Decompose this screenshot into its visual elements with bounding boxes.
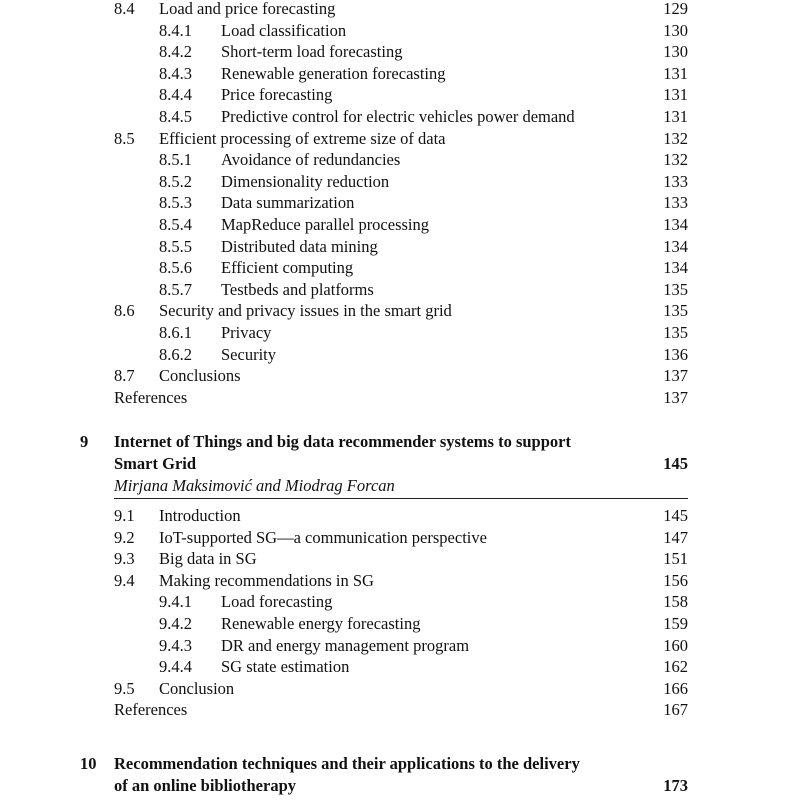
- page-number: 145: [663, 453, 688, 473]
- section-title: Conclusion: [159, 678, 235, 698]
- toc-entry[interactable]: [0, 63, 800, 85]
- toc-entry[interactable]: [0, 192, 800, 214]
- section-number: 8.5.5: [159, 236, 192, 256]
- section-title: Security: [221, 344, 276, 364]
- section-number: 9.5: [114, 678, 135, 698]
- toc-entry[interactable]: [0, 279, 800, 301]
- section-number: 8.6.2: [159, 344, 192, 364]
- chapter-10-heading-line1[interactable]: [0, 753, 800, 775]
- section-number: 8.4.3: [159, 63, 192, 83]
- chapter-9-heading-line2[interactable]: [0, 453, 800, 475]
- page-number: 166: [663, 678, 688, 698]
- toc-entry[interactable]: [0, 257, 800, 279]
- section-number: 8.4: [114, 0, 135, 18]
- section-title: References: [114, 387, 188, 407]
- toc-entry[interactable]: [0, 678, 800, 700]
- section-title: Testbeds and platforms: [221, 279, 374, 299]
- section-title: IoT-supported SG—a communication perspective: [159, 527, 487, 547]
- toc-entry[interactable]: [0, 236, 800, 258]
- section-number: 8.7: [114, 366, 135, 386]
- page-number: 130: [663, 42, 688, 62]
- page-number: 136: [663, 344, 688, 364]
- section-number: 8.5.4: [159, 215, 192, 234]
- section-title: Load classification: [221, 20, 347, 40]
- page-number: 160: [663, 635, 688, 655]
- toc-entry[interactable]: [0, 387, 800, 409]
- section-number: 8.5.6: [159, 258, 192, 278]
- toc-entry[interactable]: [0, 128, 800, 150]
- section-title: Price forecasting: [221, 85, 333, 105]
- author-names: Mirjana Maksimović and Miodrag Forcan: [114, 475, 395, 495]
- section-number: 8.4.2: [159, 42, 192, 62]
- section-number: 8.5.3: [159, 193, 192, 213]
- section-number: 9.3: [114, 549, 135, 569]
- page-number: 159: [663, 614, 688, 633]
- section-title: Introduction: [159, 506, 241, 525]
- section-title: Efficient processing of extreme size of data: [159, 128, 446, 148]
- page-number: 134: [663, 236, 688, 256]
- toc-entry[interactable]: [0, 171, 800, 193]
- toc-entry[interactable]: [0, 149, 800, 171]
- chapter-number: 10: [80, 754, 97, 773]
- section-title: Short-term load forecasting: [221, 42, 403, 62]
- section-title: SG state estimation: [221, 657, 350, 677]
- page-number: 167: [663, 700, 688, 720]
- page-number: 158: [663, 592, 688, 612]
- toc-entry[interactable]: [0, 570, 800, 592]
- toc-entry[interactable]: [0, 214, 800, 236]
- page-number: 137: [663, 366, 688, 386]
- section-title: Renewable energy forecasting: [221, 614, 421, 633]
- section-number: 8.5: [114, 128, 135, 148]
- section-title: Privacy: [221, 323, 272, 342]
- page-number: 147: [663, 527, 688, 547]
- section-title: References: [114, 700, 188, 720]
- page-number: 134: [663, 215, 688, 234]
- section-title: MapReduce parallel processing: [221, 215, 430, 234]
- chapter-10-heading-line2[interactable]: [0, 775, 800, 797]
- section-number: 9.2: [114, 527, 135, 547]
- page-number: 132: [663, 150, 688, 170]
- page-number: 131: [663, 85, 688, 105]
- section-title: Dimensionality reduction: [221, 171, 390, 191]
- section-title: DR and energy management program: [221, 635, 470, 655]
- section-title: Avoidance of redundancies: [221, 150, 401, 170]
- section-title: Security and privacy issues in the smart grid: [159, 301, 452, 321]
- section-number: 9.1: [114, 506, 135, 525]
- toc-entry[interactable]: [0, 106, 800, 128]
- section-title: Load and price forecasting: [159, 0, 336, 18]
- section-number: 8.4.4: [159, 85, 192, 105]
- page-number: 130: [663, 20, 688, 40]
- toc-entry[interactable]: [0, 322, 800, 344]
- section-number: 8.4.5: [159, 107, 192, 126]
- chapter-number: 9: [80, 432, 89, 451]
- section-title: Big data in SG: [159, 549, 257, 569]
- chapter-title: Smart Grid: [114, 453, 197, 473]
- divider-rule: [114, 498, 688, 499]
- page-number: 135: [663, 279, 688, 299]
- page-number: 132: [663, 128, 688, 148]
- page-number: 133: [663, 171, 688, 191]
- toc-entry[interactable]: [0, 613, 800, 635]
- page-number: 131: [663, 107, 688, 126]
- toc-entry[interactable]: [0, 20, 800, 42]
- chapter-title: Internet of Things and big data recommender systems to support: [114, 432, 571, 451]
- toc-entry[interactable]: [0, 591, 800, 613]
- toc-entry[interactable]: [0, 699, 800, 721]
- section-title: Conclusions: [159, 366, 241, 386]
- toc-entry[interactable]: [0, 0, 800, 20]
- section-number: 8.5.1: [159, 150, 192, 170]
- chapter-title: Recommendation techniques and their applications to the delivery: [114, 754, 580, 773]
- section-number: 9.4: [114, 570, 135, 590]
- section-title: Distributed data mining: [221, 236, 378, 256]
- page-number: 145: [663, 506, 688, 525]
- section-title: Making recommendations in SG: [159, 570, 374, 590]
- page-number: 131: [663, 63, 688, 83]
- page-number: 156: [663, 570, 688, 590]
- section-number: 8.5.2: [159, 171, 192, 191]
- page-number: 162: [663, 657, 688, 677]
- toc-entry[interactable]: [0, 505, 800, 527]
- section-title: Renewable generation forecasting: [221, 63, 446, 83]
- toc-entry[interactable]: [0, 548, 800, 570]
- chapter-9-heading-line1[interactable]: [0, 431, 800, 453]
- toc-entry[interactable]: [0, 635, 800, 657]
- section-number: 8.5.7: [159, 279, 192, 299]
- page-number: 137: [663, 387, 688, 407]
- section-number: 9.4.1: [159, 592, 192, 612]
- toc-entry[interactable]: [0, 656, 800, 678]
- section-title: Load forecasting: [221, 592, 333, 612]
- section-number: 9.4.4: [159, 657, 192, 677]
- page-number: 151: [663, 549, 688, 569]
- section-title: Efficient computing: [221, 258, 354, 278]
- section-number: 9.4.2: [159, 614, 192, 633]
- toc-entry[interactable]: [0, 300, 800, 322]
- section-title: Data summarization: [221, 193, 355, 213]
- section-title: Predictive control for electric vehicles power demand: [221, 107, 575, 126]
- toc-entry[interactable]: [0, 84, 800, 106]
- section-number: 8.6.1: [159, 323, 192, 342]
- section-number: 9.4.3: [159, 635, 192, 655]
- chapter-title: of an online bibliotherapy: [114, 776, 296, 795]
- toc-entry[interactable]: [0, 527, 800, 549]
- page-number: 129: [663, 0, 688, 18]
- page-number: 135: [663, 301, 688, 321]
- section-number: 8.4.1: [159, 20, 192, 40]
- page-number: 134: [663, 258, 688, 278]
- chapter-9-authors: [0, 475, 800, 497]
- toc-entry[interactable]: [0, 344, 800, 366]
- toc-entry[interactable]: [0, 41, 800, 63]
- page-number: 133: [663, 193, 688, 213]
- toc-entry[interactable]: [0, 365, 800, 387]
- section-number: 8.6: [114, 301, 135, 321]
- page-number: 173: [663, 776, 688, 795]
- page-number: 135: [663, 323, 688, 342]
